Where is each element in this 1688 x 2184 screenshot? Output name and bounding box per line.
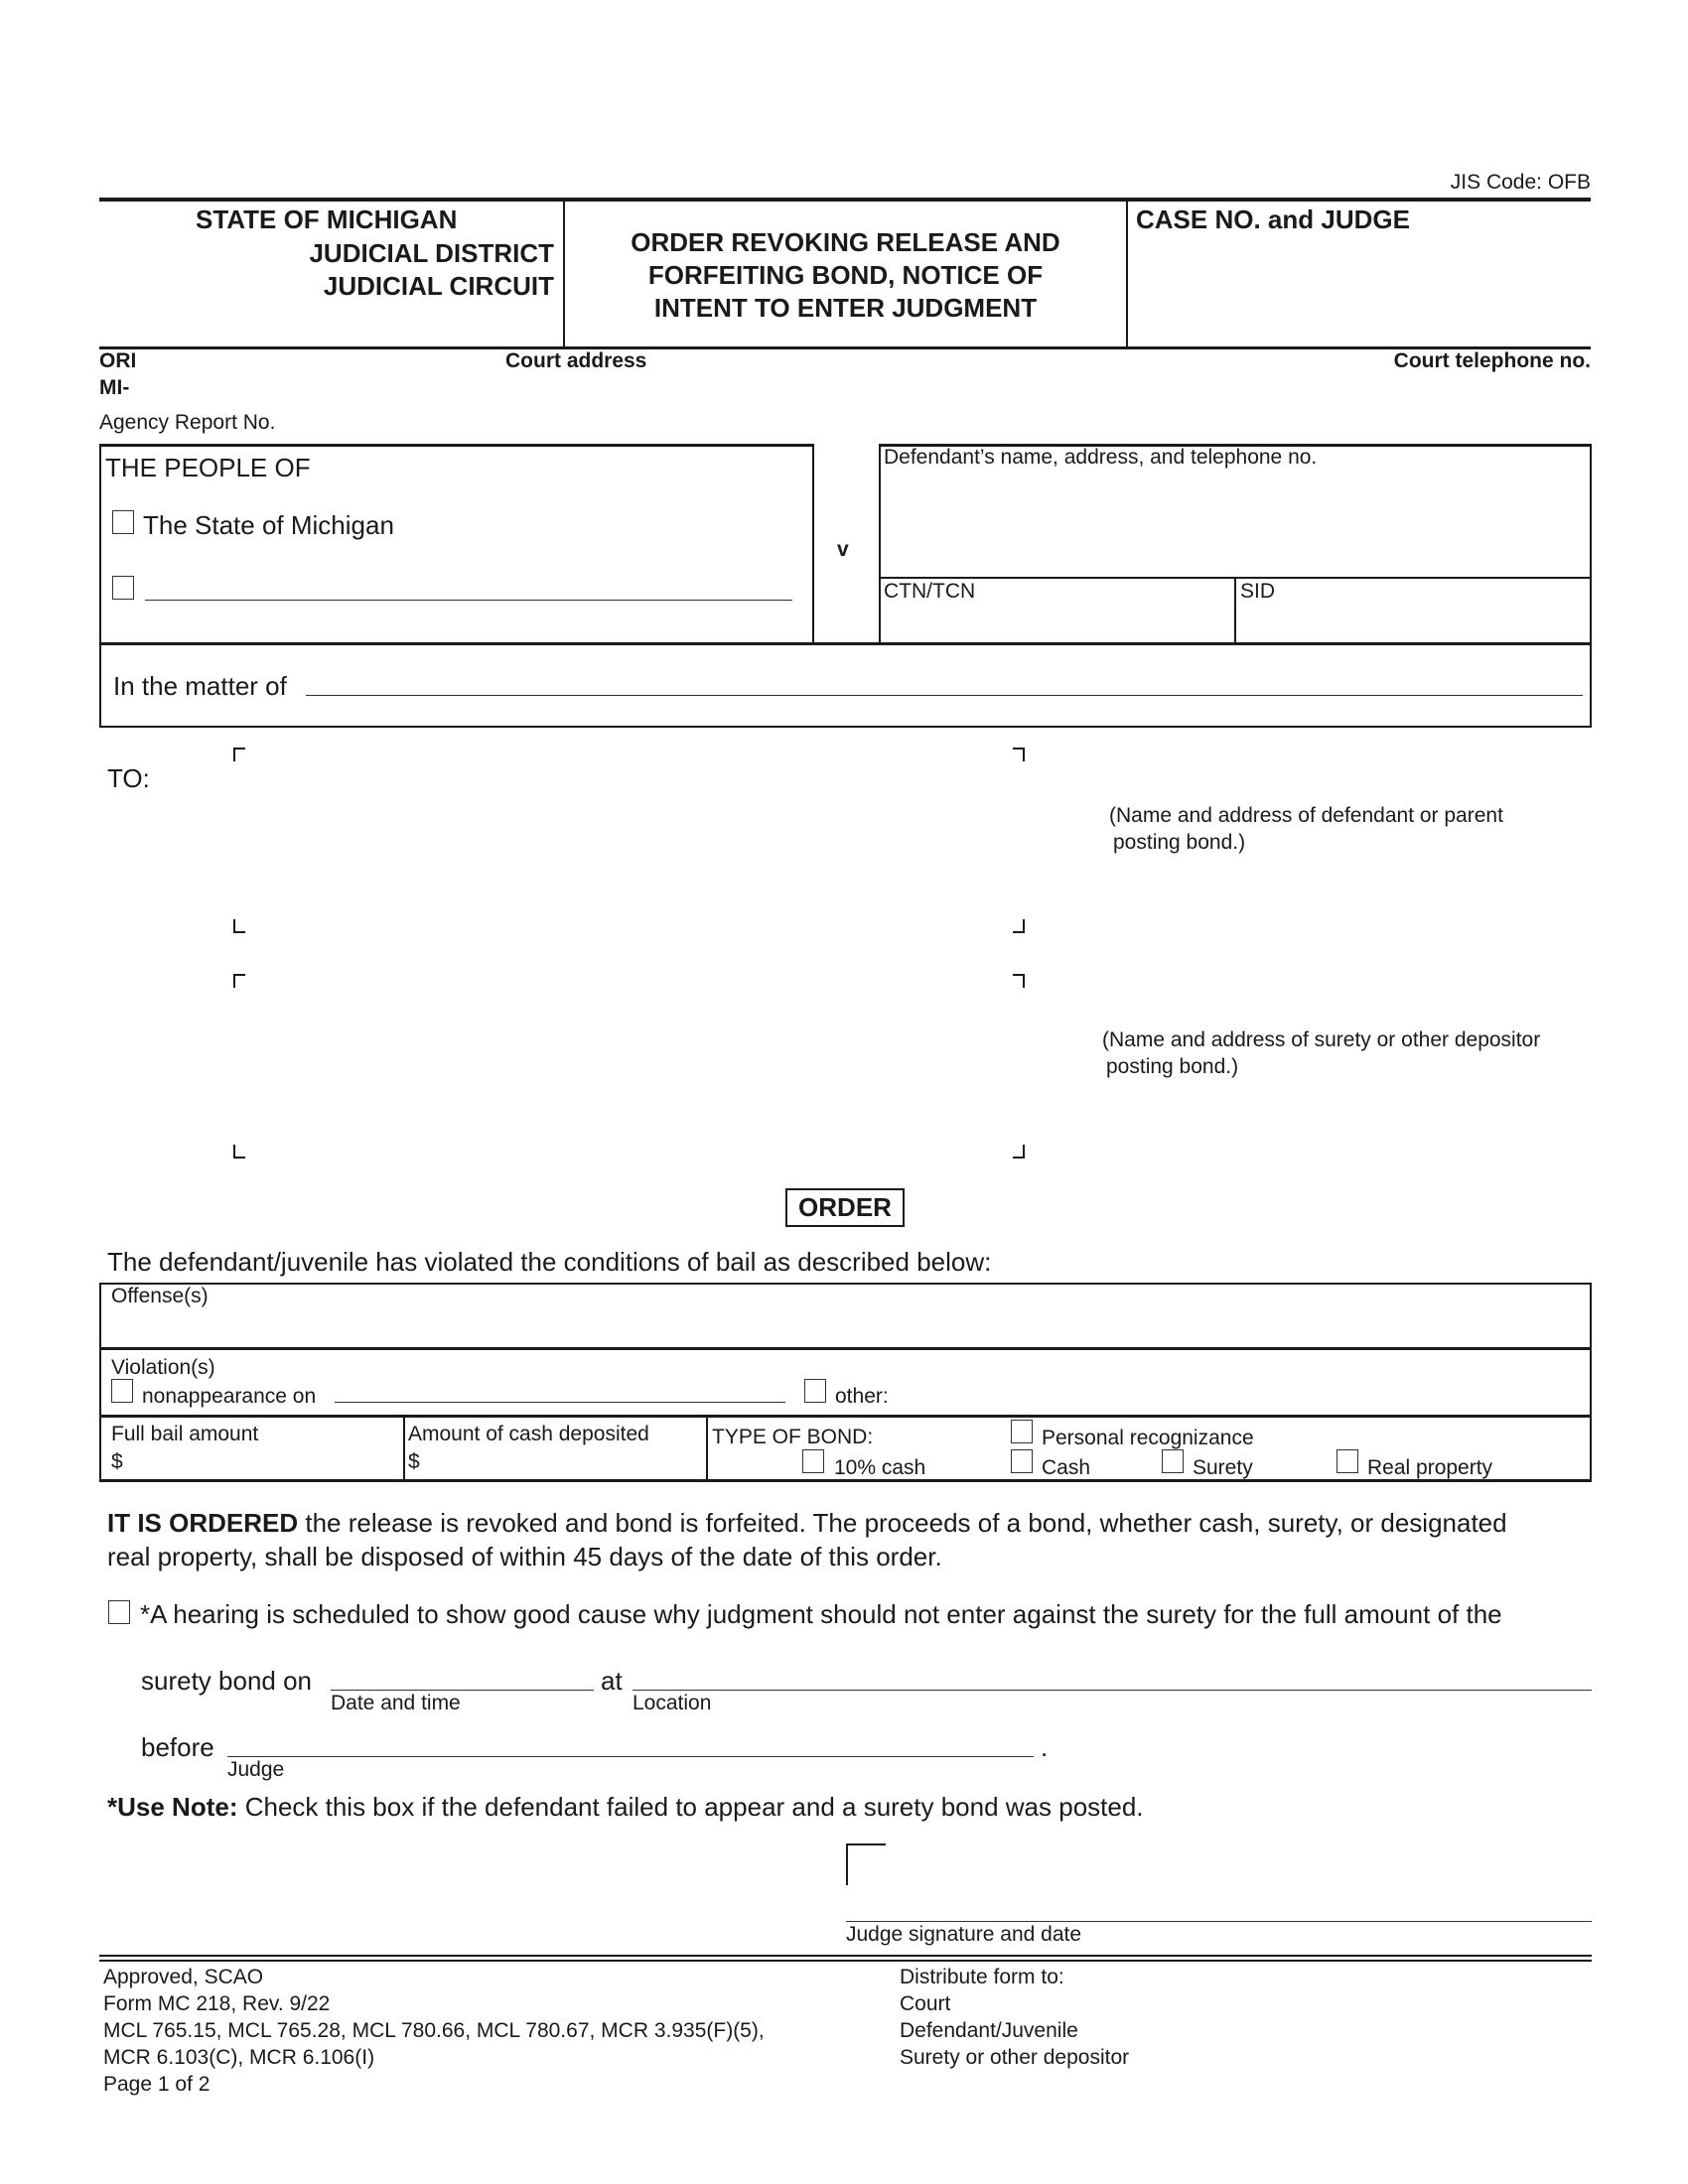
footer-line: Surety or other depositor: [900, 2046, 1130, 2069]
order-heading: ORDER: [785, 1188, 905, 1227]
use-note-text: Check this box if the defendant failed to appear and a surety bond was posted.: [237, 1792, 1144, 1822]
footer-line: MCL 765.15, MCL 765.28, MCL 780.66, MCL 780.67, MCR 3.935(F)(5),: [103, 2019, 765, 2042]
ten-percent-cash-label: 10% cash: [834, 1456, 926, 1479]
divider: [99, 1347, 1592, 1350]
note-line: (Name and address of defendant or parent: [1109, 804, 1503, 827]
jis-code: JIS Code: OFB: [1450, 171, 1591, 194]
divider: [99, 1960, 1592, 1962]
court-phone-label: Court telephone no.: [1393, 349, 1591, 372]
hearing-location-field[interactable]: [633, 1690, 1592, 1691]
state-of-michigan-checkbox[interactable]: [112, 510, 134, 534]
real-property-label: Real property: [1367, 1456, 1493, 1479]
matter-box: [99, 642, 1592, 728]
before-label: before: [141, 1732, 214, 1762]
use-note: [107, 1792, 1144, 1823]
violations-label: Violation(s): [111, 1356, 215, 1379]
divider: [99, 1415, 1592, 1418]
divider: [99, 346, 1591, 349]
state-of-michigan-label: The State of Michigan: [143, 510, 394, 540]
signature-corner: [846, 1843, 886, 1885]
circuit-label: JUDICIAL CIRCUIT: [323, 271, 554, 301]
footer-line: Approved, SCAO: [103, 1966, 264, 1988]
footer-line: Distribute form to:: [900, 1966, 1064, 1988]
date-time-label: Date and time: [331, 1692, 461, 1714]
divider: [99, 1955, 1592, 1957]
mi-label: MI-: [99, 376, 130, 399]
nonappearance-label: nonappearance on: [142, 1385, 317, 1408]
note-line: (Name and address of surety or other depositor: [1102, 1028, 1541, 1051]
other-plaintiff-checkbox[interactable]: [112, 576, 134, 600]
title-line: ORDER REVOKING RELEASE AND: [631, 227, 1060, 257]
agency-report-label: Agency Report No.: [99, 411, 276, 434]
case-no-label: CASE NO. and JUDGE: [1136, 205, 1410, 234]
footer-left: [103, 1964, 765, 2098]
defendant-address-note: [1109, 802, 1503, 856]
footer-line: Page 1 of 2: [103, 2073, 211, 2096]
ordered-paragraph: [107, 1506, 1507, 1573]
sid-label: SID: [1240, 580, 1276, 603]
form-title: [565, 226, 1126, 325]
judge-label: Judge: [227, 1758, 285, 1781]
personal-recognizance-label: Personal recognizance: [1042, 1427, 1254, 1449]
real-property-checkbox[interactable]: [1336, 1449, 1358, 1473]
at-label: at: [601, 1666, 623, 1696]
footer-line: MCR 6.103(C), MCR 6.106(I): [103, 2046, 375, 2069]
to-label: TO:: [107, 763, 150, 793]
cash-deposited-dollar[interactable]: $: [408, 1450, 420, 1473]
hearing-date-field[interactable]: [331, 1690, 594, 1691]
corner-mark: [233, 974, 245, 988]
other-violation-label: other:: [835, 1385, 889, 1408]
offenses-label: Offense(s): [111, 1285, 209, 1307]
violation-table: [99, 1283, 1592, 1482]
title-line: INTENT TO ENTER JUDGMENT: [653, 293, 1038, 323]
order-intro: The defendant/juvenile has violated the conditions of bail as described below:: [107, 1247, 992, 1277]
surety-checkbox[interactable]: [1162, 1449, 1184, 1473]
surety-bond-on-label: surety bond on: [141, 1666, 313, 1696]
surety-address-note: [1102, 1026, 1540, 1080]
defendant-label: Defendant’s name, address, and telephone no.: [884, 446, 1318, 469]
location-label: Location: [633, 1692, 712, 1714]
matter-field[interactable]: [306, 695, 1583, 696]
corner-mark: [233, 748, 245, 761]
corner-mark: [233, 919, 245, 933]
divider: [403, 1417, 405, 1480]
footer-line: Court: [900, 1992, 951, 2015]
full-bail-dollar[interactable]: $: [111, 1450, 123, 1473]
divider: [706, 1417, 708, 1480]
versus-label: v: [837, 538, 849, 561]
district-label: JUDICIAL DISTRICT: [309, 238, 554, 268]
note-line: posting bond.): [1113, 831, 1246, 854]
ten-percent-cash-checkbox[interactable]: [802, 1449, 824, 1473]
judge-signature-field[interactable]: [846, 1921, 1592, 1922]
surety-label: Surety: [1193, 1456, 1253, 1479]
nonappearance-checkbox[interactable]: [111, 1379, 133, 1403]
divider: [99, 198, 1591, 202]
note-line: posting bond.): [1106, 1055, 1239, 1078]
ordered-bold: IT IS ORDERED: [107, 1508, 299, 1538]
corner-mark: [1013, 919, 1025, 933]
title-line: FORFEITING BOND, NOTICE OF: [647, 260, 1044, 290]
cash-checkbox[interactable]: [1011, 1449, 1033, 1473]
divider: [1234, 577, 1236, 643]
other-plaintiff-field[interactable]: [145, 600, 792, 601]
footer-line: Form MC 218, Rev. 9/22: [103, 1992, 331, 2015]
signature-label: Judge signature and date: [846, 1923, 1082, 1946]
corner-mark: [233, 1145, 245, 1159]
type-of-bond-label: TYPE OF BOND:: [712, 1426, 874, 1448]
ori-label: ORI: [99, 349, 137, 372]
use-note-bold: *Use Note:: [107, 1792, 238, 1822]
corner-mark: [1013, 1145, 1025, 1159]
people-of-label: THE PEOPLE OF: [105, 453, 311, 482]
divider: [1126, 200, 1128, 348]
ctn-label: CTN/TCN: [884, 580, 976, 603]
cash-deposited-label: Amount of cash deposited: [408, 1423, 649, 1445]
matter-label: In the matter of: [113, 671, 287, 701]
cash-label: Cash: [1042, 1456, 1091, 1479]
state-label: STATE OF MICHIGAN: [196, 205, 458, 234]
hearing-checkbox[interactable]: [108, 1600, 130, 1624]
court-address-label: Court address: [505, 349, 647, 372]
personal-recognizance-checkbox[interactable]: [1011, 1420, 1033, 1443]
ordered-text: real property, shall be disposed of within 45 days of the date of this order.: [107, 1542, 942, 1571]
corner-mark: [1013, 974, 1025, 988]
other-violation-checkbox[interactable]: [804, 1379, 826, 1403]
hearing-text: *A hearing is scheduled to show good cause why judgment should not enter against the surety for the full amount of the: [140, 1599, 1502, 1629]
ordered-text: the release is revoked and bond is forfeited. The proceeds of a bond, whether cash, surety, or designated: [298, 1508, 1507, 1538]
footer-right: [900, 1964, 1129, 2071]
full-bail-label: Full bail amount: [111, 1423, 259, 1445]
nonappearance-date-field[interactable]: [335, 1402, 785, 1403]
period: .: [1041, 1732, 1049, 1762]
hearing-judge-field[interactable]: [227, 1756, 1034, 1757]
footer-line: Defendant/Juvenile: [900, 2019, 1078, 2042]
corner-mark: [1013, 748, 1025, 761]
